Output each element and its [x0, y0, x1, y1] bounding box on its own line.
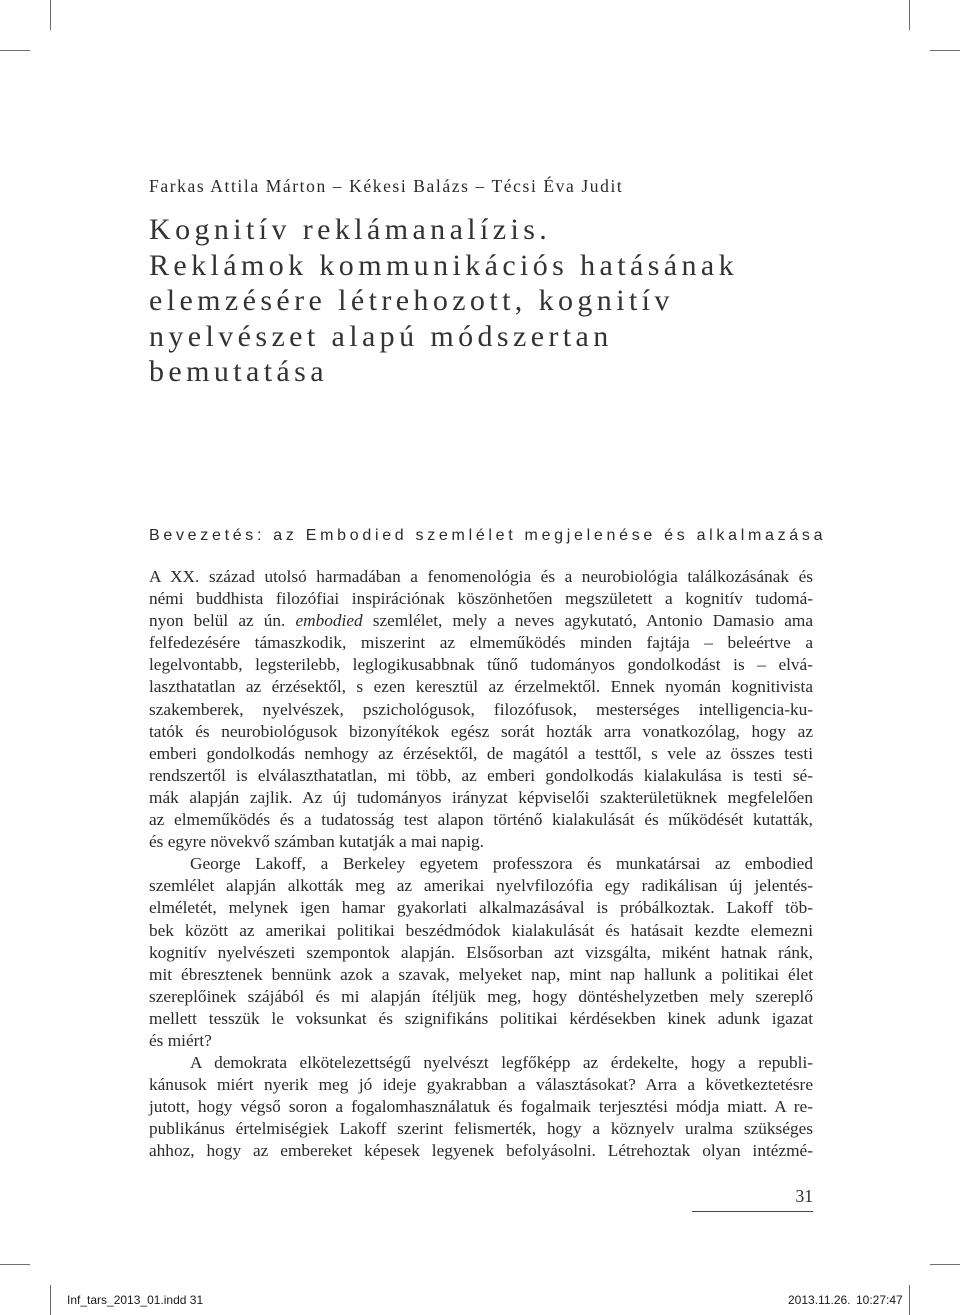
title-line: Reklámok kommunikációs hatásának [149, 248, 739, 282]
text-run: szemlélet, mely a neves agykutató, Antonio Damasio ama [362, 611, 814, 631]
paragraph-1-line [149, 610, 813, 632]
emphasis-embodied: embodied [295, 611, 363, 631]
title-line: Kognitív reklámanalízis. [149, 213, 552, 246]
page-number-rule [692, 1211, 813, 1212]
paragraph-1-line: legelvontabb, legsterilebb, leglogikusabbnak tűnő tudományos gondolkodást is – elvá- [149, 655, 813, 675]
title-line: bemutatása [149, 355, 328, 388]
text-run: nyon belül az ún. [149, 611, 296, 631]
crop-mark-top-right-horizontal [930, 50, 960, 51]
paragraph-3-line: publikánus értelmiségiek Lakoff szerint felismerték, hogy a köznyelv uralma szükséges [149, 1119, 813, 1139]
paragraph-2-line: mit ébresztenek bennünk azok a szavak, melyeket nap, mint nap hallunk a politikai élet [149, 964, 813, 984]
paragraph-2-line: mellett tesszük le voksunkat és szignifikáns politikai kérdésekben kinek adunk igazat [149, 1008, 813, 1028]
paragraph-1-line: tatók és neurobiológusok bizonyítékok egész sorát hozták arra vonatkozólag, hogy az [149, 721, 813, 741]
slug-date: 2013.11.26. [788, 1293, 851, 1307]
crop-mark-top-right-vertical [909, 0, 910, 30]
paragraph-1-line: szakemberek, nyelvészek, pszichológusok, filozófusok, mesterséges intelligencia-ku- [149, 699, 813, 719]
paragraph-1-line: mák alapján zajlik. Az új tudományos irányzat képviselői szakterületüknek megfelelően [149, 787, 813, 807]
paragraph-3-line: ahhoz, hogy az embereket képesek legyenek befolyásolni. Létrehoztak olyan intézmé- [149, 1141, 813, 1161]
paragraph-1-line: A XX. század utolsó harmadában a fenomenológia és a neurobiológia találkozásának és [149, 567, 813, 586]
paragraph-1-line: emberi gondolkodás nemhogy az érzésektől, de magától a testtől, s vele az összes testi [149, 743, 813, 763]
crop-mark-bottom-left-vertical [50, 1285, 51, 1315]
section-heading: Bevezetés: az Embodied szemlélet megjelenése és alkalmazása [149, 527, 827, 544]
crop-mark-top-left-vertical [50, 0, 51, 30]
paragraph-2-line: kognitív nyelvészeti szempontok alapján. Elsősorban azt vizsgálta, miként hatnak ránk, [149, 942, 813, 962]
slug-time: 10:27:47 [856, 1293, 903, 1307]
paragraph-2-line: bek között az amerikai politikai beszédmódok kialakulását és hatásait kezdte elemezni [149, 920, 813, 940]
paragraph-2-line: szemlélet alapján alkották meg az amerikai nyelvfilozófia egy radikálisan új jelentés- [149, 876, 813, 896]
paragraph-1-line: felfedezésére támaszkodik, miszerint az elmeműködés minden fajtája – beleértve a [149, 633, 813, 653]
crop-mark-bottom-right-horizontal [930, 1264, 960, 1265]
paragraph-1-line: rendszertől is elválaszthatatlan, mi több, az emberi gondolkodás kialakulása is testi sé- [149, 765, 813, 785]
crop-mark-top-left-horizontal [0, 50, 30, 51]
article-title [149, 212, 814, 390]
crop-mark-bottom-left-horizontal [0, 1264, 30, 1265]
paragraph-1-line: és egyre növekvő számban kutatják a mai napig. [149, 832, 484, 852]
paragraph-3-line: kánusok miért nyerik meg jó ideje gyakrabban a választásokat? Arra a következtetésre [149, 1075, 813, 1095]
paragraph-3-line: jutott, hogy végső soron a fogalomhasználatuk és fogalmaik terjesztési módja miatt. A re- [149, 1097, 813, 1117]
article-authors: Farkas Attila Márton – Kékesi Balázs – Técsi Éva Judit [149, 176, 624, 196]
paragraph-2-line: szereplőinek szájából és mi alapján ítéljük meg, hogy döntéshelyzetben mely szereplő [149, 986, 813, 1006]
page-number: 31 [795, 1186, 813, 1206]
crop-mark-bottom-right-vertical [909, 1285, 910, 1315]
article-body [149, 566, 813, 1163]
paragraph-2-line: és miért? [149, 1030, 212, 1050]
slug-file-name: Inf_tars_2013_01.indd 31 [67, 1293, 204, 1307]
paragraph-3-line: A demokrata elkötelezettségű nyelvészt legfőképp az érdekelte, hogy a republi- [190, 1053, 813, 1073]
paragraph-1-line: laszthatatlan az érzésektől, s ezen keresztül az érzelmektől. Ennek nyomán kognitivista [149, 677, 813, 697]
paragraph-1-line: némi buddhista filozófiai inspirációnak köszönhetően megszületett a kognitív tudomá- [149, 589, 813, 609]
paragraph-2-line: George Lakoff, a Berkeley egyetem professzora és munkatársai az embodied [190, 854, 813, 874]
paragraph-2-line: elméletét, melynek igen hamar gyakorlati alkalmazásával is próbálkoztak. Lakoff töb- [149, 898, 813, 918]
title-line: nyelvészet alapú módszertan [149, 319, 613, 353]
title-line: elemzésére létrehozott, kognitív [149, 284, 674, 317]
paragraph-1-line: az elmeműködés és a tudatosság test alapon történő kialakulását és működését kutatták, [149, 810, 813, 830]
